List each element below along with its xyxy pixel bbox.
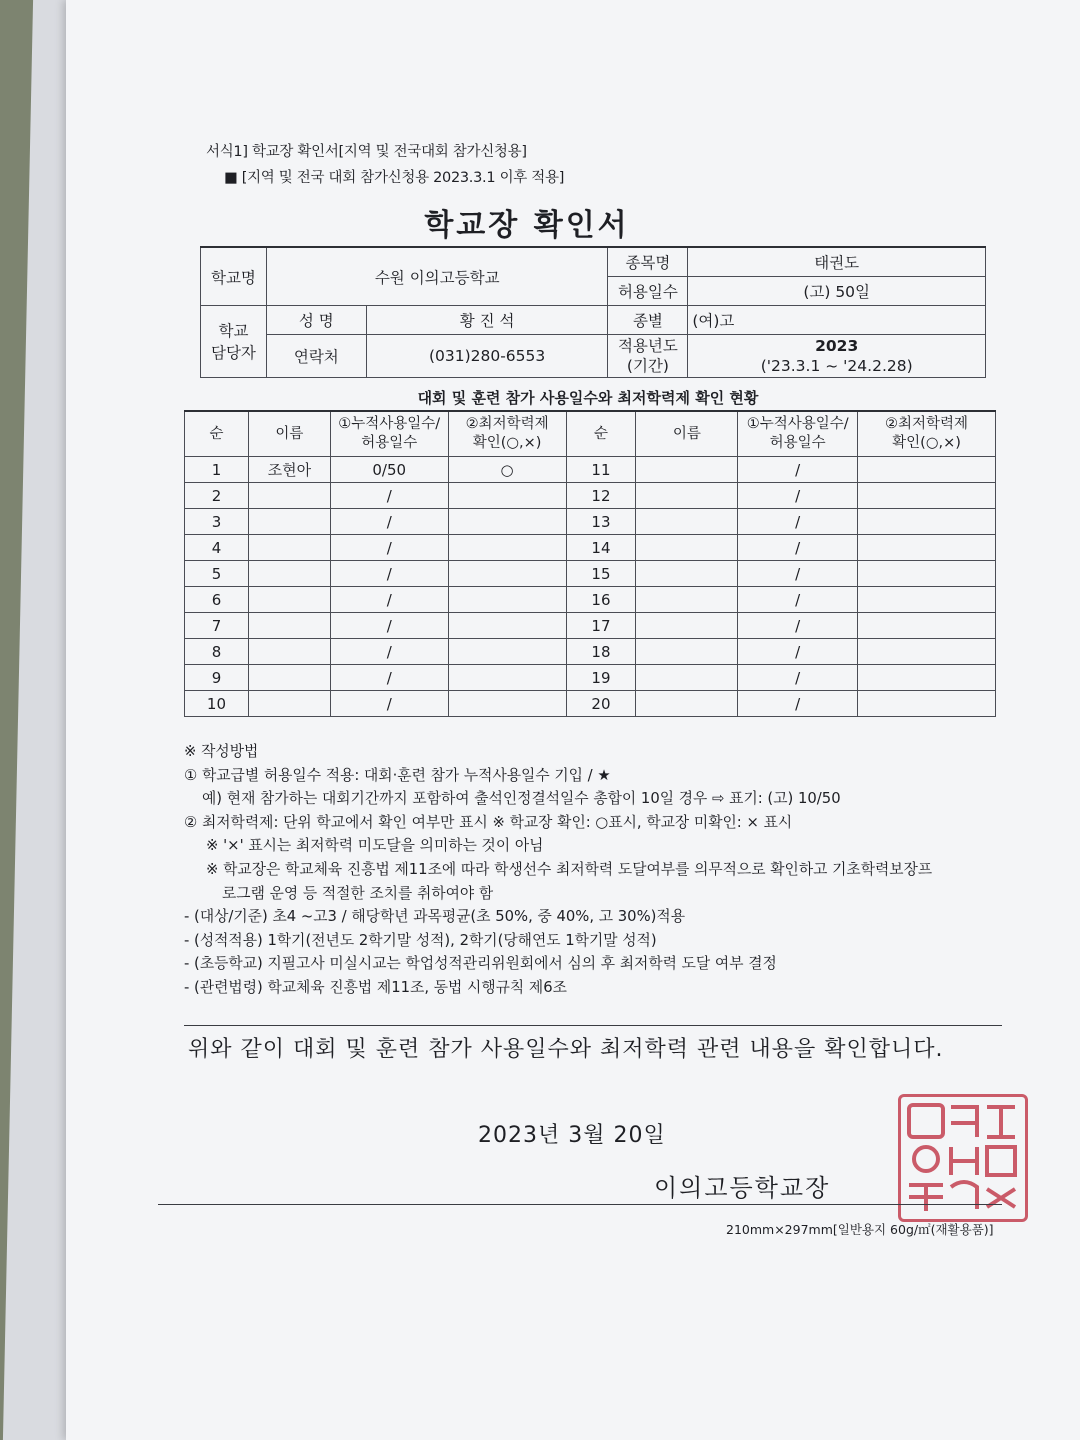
- row-days: /: [330, 561, 448, 587]
- row-check: [858, 691, 996, 717]
- row-check: [858, 535, 996, 561]
- instruction-line: - (대상/기준) 초4 ~고3 / 해당학년 과목평균(초 50%, 중 40%, 고 30%)적용: [184, 908, 686, 926]
- name-label: 성 명: [266, 306, 366, 335]
- row-days: /: [738, 613, 858, 639]
- row-no: 14: [566, 535, 636, 561]
- info-table: [200, 246, 986, 378]
- header-name-right: 이름: [636, 411, 738, 457]
- table-row: [185, 639, 996, 665]
- instruction-line: 예) 현재 참가하는 대회기간까지 포함하여 출석인정결석일수 총합이 10일 경우 ⇨ 표기: (고) 10/50: [202, 790, 841, 808]
- manager-label: 학교 담당자: [201, 306, 267, 378]
- instruction-line: - (성적적용) 1학기(전년도 2학기말 성적), 2학기(당해연도 1학기말 성적): [184, 931, 657, 949]
- row-name: [636, 665, 738, 691]
- row-check: [858, 587, 996, 613]
- document-page: [66, 0, 1080, 1440]
- header-academic-right: ②최저학력제 확인(○,×): [858, 411, 996, 457]
- row-no: 3: [185, 509, 249, 535]
- header-no: 순: [185, 411, 249, 457]
- row-check: [448, 691, 566, 717]
- row-check: [448, 535, 566, 561]
- year-cell: [688, 335, 986, 378]
- divider-top: [184, 1025, 1002, 1026]
- row-name: [248, 665, 330, 691]
- instruction-line: ※ '×' 표시는 최저학력 미도달을 의미하는 것이 아님: [206, 837, 544, 855]
- row-name: [636, 639, 738, 665]
- row-name: [636, 561, 738, 587]
- event-value: 태권도: [688, 247, 986, 277]
- row-days: /: [738, 639, 858, 665]
- row-no: 18: [566, 639, 636, 665]
- row-name: [248, 561, 330, 587]
- row-name: [248, 691, 330, 717]
- row-days: /: [330, 665, 448, 691]
- gender-label: 종별: [608, 306, 688, 335]
- school-seal-icon: [898, 1094, 1028, 1222]
- row-check: [858, 483, 996, 509]
- row-check: [448, 561, 566, 587]
- roster-title: 대회 및 훈련 참가 사용일수와 최저학력제 확인 현황: [417, 389, 759, 407]
- row-no: 5: [185, 561, 249, 587]
- page-title: 학교장 확인서: [424, 208, 630, 243]
- row-no: 17: [566, 613, 636, 639]
- row-name: [248, 587, 330, 613]
- row-no: 12: [566, 483, 636, 509]
- row-name: [248, 509, 330, 535]
- row-check: [858, 509, 996, 535]
- principal-title: 이의고등학교장: [654, 1174, 831, 1202]
- row-days: /: [330, 639, 448, 665]
- row-check: [858, 457, 996, 483]
- row-days: /: [330, 613, 448, 639]
- year-value: 2023: [815, 337, 859, 355]
- row-check: [858, 665, 996, 691]
- instruction-line: ① 학교급별 허용일수 적용: 대회·훈련 참가 누적사용일수 기입 / ★: [184, 766, 611, 784]
- row-name: [636, 483, 738, 509]
- row-days: /: [738, 509, 858, 535]
- row-days: /: [738, 561, 858, 587]
- divider-bottom: [158, 1204, 1002, 1205]
- confirmation-statement: 위와 같이 대회 및 훈련 참가 사용일수와 최저학력 관련 내용을 확인합니다.: [188, 1037, 944, 1062]
- gender-value: (여)고: [688, 306, 986, 335]
- row-no: 2: [185, 483, 249, 509]
- row-name: [636, 457, 738, 483]
- instruction-line: - (관련법령) 학교체육 진흥법 제11조, 동법 시행규칙 제6조: [184, 978, 567, 996]
- table-row: [185, 509, 996, 535]
- table-row: [185, 457, 996, 483]
- row-no: 4: [185, 535, 249, 561]
- period-value: ('23.3.1 ~ '24.2.28): [760, 357, 913, 375]
- row-no: 11: [566, 457, 636, 483]
- row-check: [858, 613, 996, 639]
- row-name: [636, 535, 738, 561]
- row-no: 7: [185, 613, 249, 639]
- row-no: 16: [566, 587, 636, 613]
- row-name: [248, 639, 330, 665]
- table-row: [185, 535, 996, 561]
- table-row: [185, 665, 996, 691]
- row-no: 9: [185, 665, 249, 691]
- roster-table: [184, 410, 996, 717]
- seal-stamp-icon: [901, 1097, 1025, 1219]
- row-name: 조현아: [248, 457, 330, 483]
- manager-name: 황 진 석: [366, 306, 608, 335]
- row-check: [448, 639, 566, 665]
- table-row: [185, 587, 996, 613]
- issue-date: 2023년 3월 20일: [478, 1123, 666, 1148]
- row-name: [248, 535, 330, 561]
- row-check: [858, 639, 996, 665]
- row-check: [448, 483, 566, 509]
- row-name: [636, 509, 738, 535]
- header-academic: ②최저학력제 확인(○,×): [448, 411, 566, 457]
- event-label: 종목명: [608, 247, 688, 277]
- row-days: /: [330, 483, 448, 509]
- row-days: 0/50: [330, 457, 448, 483]
- instructions: [178, 740, 1008, 1000]
- allowed-days-label: 허용일수: [608, 277, 688, 306]
- allowed-days-value: (고) 50일: [688, 277, 986, 306]
- row-no: 13: [566, 509, 636, 535]
- row-name: [248, 483, 330, 509]
- row-days: /: [330, 509, 448, 535]
- table-row: [185, 691, 996, 717]
- row-days: /: [738, 665, 858, 691]
- row-days: /: [738, 691, 858, 717]
- row-check: ○: [448, 457, 566, 483]
- row-check: [448, 509, 566, 535]
- instruction-line: 로그램 운영 등 적절한 조치를 취하여야 함: [222, 884, 494, 902]
- school-name-label: 학교명: [201, 247, 267, 306]
- row-name: [636, 691, 738, 717]
- row-days: /: [330, 691, 448, 717]
- row-check: [448, 665, 566, 691]
- row-no: 1: [185, 457, 249, 483]
- row-no: 20: [566, 691, 636, 717]
- header-days-right: ①누적사용일수/ 허용일수: [738, 411, 858, 457]
- year-label: 적용년도 (기간): [608, 335, 688, 378]
- row-name: [248, 613, 330, 639]
- scope-line: ■ [지역 및 전국 대회 참가신청용 2023.3.1 이후 적용]: [224, 170, 565, 186]
- header-no-right: 순: [566, 411, 636, 457]
- table-row: [185, 483, 996, 509]
- instruction-line: ※ 학교장은 학교체육 진흥법 제11조에 따라 학생선수 최저학력 도달여부를 의무적으로 확인하고 기초학력보장프: [206, 860, 933, 878]
- row-no: 10: [185, 691, 249, 717]
- row-check: [858, 561, 996, 587]
- row-days: /: [738, 457, 858, 483]
- row-name: [636, 587, 738, 613]
- row-check: [448, 587, 566, 613]
- row-check: [448, 613, 566, 639]
- instruction-line: ② 최저학력제: 단위 학교에서 확인 여부만 표시 ※ 학교장 확인: ○표시, 학교장 미확인: × 표시: [184, 813, 793, 831]
- row-no: 19: [566, 665, 636, 691]
- contact-value: (031)280-6553: [366, 335, 608, 378]
- header-name: 이름: [248, 411, 330, 457]
- contact-label: 연락처: [266, 335, 366, 378]
- row-days: /: [738, 587, 858, 613]
- instruction-line: ※ 작성방법: [184, 743, 259, 760]
- row-no: 8: [185, 639, 249, 665]
- form-line: 서식1] 학교장 확인서[지역 및 전국대회 참가신청용]: [206, 144, 527, 160]
- roster-header-row: [185, 411, 996, 457]
- row-no: 6: [185, 587, 249, 613]
- header-days: ①누적사용일수/ 허용일수: [330, 411, 448, 457]
- row-days: /: [330, 535, 448, 561]
- table-row: [185, 561, 996, 587]
- row-no: 15: [566, 561, 636, 587]
- row-days: /: [738, 535, 858, 561]
- table-row: [185, 613, 996, 639]
- row-days: /: [330, 587, 448, 613]
- school-name: 수원 이의고등학교: [266, 247, 608, 306]
- row-name: [636, 613, 738, 639]
- row-days: /: [738, 483, 858, 509]
- paper-spec-footer: 210mm×297mm[일반용지 60g/㎡(재활용품)]: [726, 1222, 994, 1237]
- instruction-line: - (초등학교) 지필고사 미실시교는 학업성적관리위원회에서 심의 후 최저학력 도달 여부 결정: [184, 955, 777, 973]
